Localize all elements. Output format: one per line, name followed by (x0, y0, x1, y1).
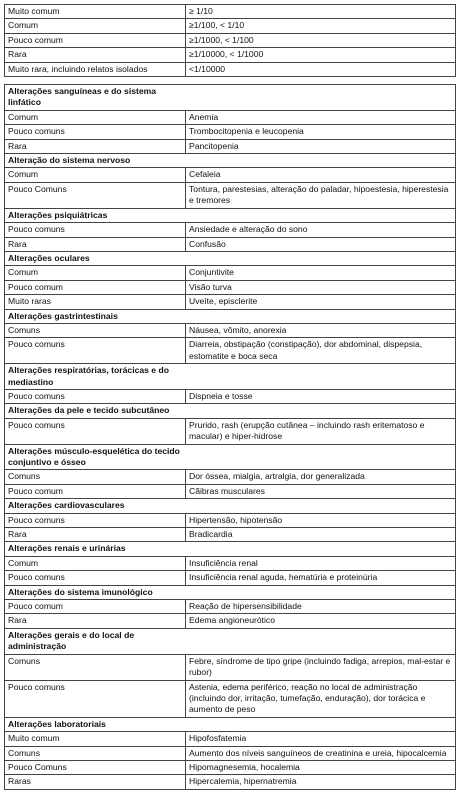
section-title: Alterações do sistema imunológico (5, 585, 186, 599)
frequency-cell: Comum (5, 110, 186, 124)
frequency-cell: Pouco comuns (5, 513, 186, 527)
reaction-cell: Bradicardia (186, 528, 456, 542)
reaction-cell: Insuficiência renal (186, 556, 456, 570)
section-title: Alteração do sistema nervoso (5, 154, 186, 168)
frequency-legend-body (5, 5, 456, 77)
table-row (5, 323, 456, 337)
table-row (5, 182, 456, 208)
frequency-range: ≥1/10000, < 1/1000 (186, 48, 456, 62)
reaction-cell: Prurido, rash (erupção cutânea – incluindo rash eritematoso e macular) e hiper-hidrose (186, 418, 456, 444)
table-row (5, 168, 456, 182)
table-row (5, 266, 456, 280)
table-row (5, 654, 456, 680)
frequency-cell: Raras (5, 775, 186, 789)
table-row (5, 513, 456, 527)
reaction-cell: Hipofosfatemia (186, 732, 456, 746)
section-empty-cell (186, 585, 456, 599)
frequency-label: Muito comum (5, 5, 186, 19)
section-header-row (5, 309, 456, 323)
table-row (5, 746, 456, 760)
section-header-row (5, 499, 456, 513)
section-header-row (5, 208, 456, 222)
frequency-cell: Comuns (5, 470, 186, 484)
section-empty-cell (186, 628, 456, 654)
table-row (5, 295, 456, 309)
section-header-row (5, 585, 456, 599)
reaction-cell: Uveíte, episclerite (186, 295, 456, 309)
reaction-cell: Reação de hipersensibilidade (186, 600, 456, 614)
frequency-cell: Comuns (5, 323, 186, 337)
frequency-cell: Pouco comuns (5, 223, 186, 237)
section-header-row (5, 628, 456, 654)
table-row (5, 556, 456, 570)
reaction-cell: Hipercalemia, hipernatremia (186, 775, 456, 789)
section-title: Alterações cardiovasculares (5, 499, 186, 513)
table-spacer (4, 77, 455, 84)
section-title: Alterações sanguíneas e do sistema linfático (5, 85, 186, 111)
frequency-cell: Comum (5, 556, 186, 570)
section-header-row (5, 542, 456, 556)
section-empty-cell (186, 154, 456, 168)
legend-row (5, 5, 456, 19)
frequency-cell: Rara (5, 139, 186, 153)
section-title: Alterações laboratoriais (5, 717, 186, 731)
frequency-cell: Pouco comum (5, 280, 186, 294)
table-row (5, 760, 456, 774)
section-header-row (5, 154, 456, 168)
frequency-range: ≥1/1000, < 1/100 (186, 33, 456, 47)
section-empty-cell (186, 309, 456, 323)
section-header-row (5, 444, 456, 470)
reaction-cell: Aumento dos níveis sanguíneos de creatinina e ureia, hipocalcemia (186, 746, 456, 760)
frequency-cell: Comuns (5, 746, 186, 760)
adverse-reactions-table (4, 84, 456, 790)
table-row (5, 775, 456, 789)
frequency-cell: Rara (5, 614, 186, 628)
table-row (5, 732, 456, 746)
section-empty-cell (186, 251, 456, 265)
reaction-cell: Pancitopenia (186, 139, 456, 153)
frequency-cell: Pouco Comuns (5, 760, 186, 774)
table-row (5, 125, 456, 139)
legend-row (5, 19, 456, 33)
section-empty-cell (186, 499, 456, 513)
reaction-cell: Hipertensão, hipotensão (186, 513, 456, 527)
frequency-cell: Pouco comuns (5, 418, 186, 444)
reaction-cell: Ansiedade e alteração do sono (186, 223, 456, 237)
frequency-cell: Rara (5, 237, 186, 251)
section-title: Alterações da pele e tecido subcutâneo (5, 404, 186, 418)
table-row (5, 680, 456, 717)
frequency-label: Muito rara, incluindo relatos isolados (5, 62, 186, 76)
reaction-cell: Edema angioneurótico (186, 614, 456, 628)
reaction-cell: Conjuntivite (186, 266, 456, 280)
section-title: Alterações gastrintestinais (5, 309, 186, 323)
section-title: Alterações oculares (5, 251, 186, 265)
section-title: Alterações respiratórias, torácicas e do mediastino (5, 364, 186, 390)
table-row (5, 614, 456, 628)
reaction-cell: Dispneia e tosse (186, 389, 456, 403)
frequency-range: <1/10000 (186, 62, 456, 76)
table-row (5, 571, 456, 585)
table-row (5, 280, 456, 294)
frequency-cell: Rara (5, 528, 186, 542)
frequency-cell: Pouco comuns (5, 389, 186, 403)
frequency-cell: Pouco Comuns (5, 182, 186, 208)
reaction-cell: Confusão (186, 237, 456, 251)
frequency-cell: Comuns (5, 654, 186, 680)
frequency-cell: Pouco comum (5, 484, 186, 498)
legend-row (5, 62, 456, 76)
section-header-row (5, 85, 456, 111)
section-header-row (5, 364, 456, 390)
section-empty-cell (186, 444, 456, 470)
table-row (5, 338, 456, 364)
reaction-cell: Dor óssea, mialgia, artralgia, dor generalizada (186, 470, 456, 484)
section-empty-cell (186, 404, 456, 418)
table-row (5, 223, 456, 237)
frequency-legend-table (4, 4, 456, 77)
reaction-cell: Astenia, edema periférico, reação no local de administração (incluindo dor, irritação, tumefação, enduração), dor torácica e aumento de peso (186, 680, 456, 717)
reaction-cell: Tontura, parestesias, alteração do paladar, hipoestesia, hiperestesia e tremores (186, 182, 456, 208)
section-header-row (5, 404, 456, 418)
frequency-cell: Muito comum (5, 732, 186, 746)
section-header-row (5, 251, 456, 265)
reaction-cell: Febre, síndrome de tipo gripe (incluindo fadiga, arrepios, mal-estar e rubor) (186, 654, 456, 680)
frequency-cell: Pouco comuns (5, 680, 186, 717)
frequency-cell: Muito raras (5, 295, 186, 309)
section-empty-cell (186, 717, 456, 731)
reaction-cell: Cefaleia (186, 168, 456, 182)
table-row (5, 389, 456, 403)
table-row (5, 418, 456, 444)
table-row (5, 528, 456, 542)
adverse-reactions-body (5, 85, 456, 790)
section-title: Alterações psiquiátricas (5, 208, 186, 222)
table-row (5, 110, 456, 124)
reaction-cell: Diarreia, obstipação (constipação), dor abdominal, dispepsia, estomatite e boca seca (186, 338, 456, 364)
section-empty-cell (186, 364, 456, 390)
frequency-label: Comum (5, 19, 186, 33)
section-header-row (5, 717, 456, 731)
section-empty-cell (186, 542, 456, 556)
frequency-label: Rara (5, 48, 186, 62)
section-title: Alterações gerais e do local de administração (5, 628, 186, 654)
section-title: Alterações músculo-esquelética do tecido conjuntivo e ósseo (5, 444, 186, 470)
table-row (5, 470, 456, 484)
frequency-cell: Pouco comum (5, 600, 186, 614)
reaction-cell: Hipomagnesemia, hocalemia (186, 760, 456, 774)
table-row (5, 484, 456, 498)
reaction-cell: Visão turva (186, 280, 456, 294)
table-row (5, 139, 456, 153)
table-row (5, 237, 456, 251)
frequency-range: ≥ 1/10 (186, 5, 456, 19)
section-empty-cell (186, 85, 456, 111)
frequency-cell: Pouco comuns (5, 125, 186, 139)
reaction-cell: Trombocitopenia e leucopenia (186, 125, 456, 139)
frequency-cell: Pouco comuns (5, 338, 186, 364)
legend-row (5, 48, 456, 62)
section-title: Alterações renais e urinárias (5, 542, 186, 556)
reaction-cell: Náusea, vômito, anorexia (186, 323, 456, 337)
reaction-cell: Anemia (186, 110, 456, 124)
frequency-cell: Pouco comuns (5, 571, 186, 585)
frequency-range: ≥1/100, < 1/10 (186, 19, 456, 33)
frequency-cell: Comum (5, 168, 186, 182)
frequency-cell: Comum (5, 266, 186, 280)
frequency-label: Pouco comum (5, 33, 186, 47)
reaction-cell: Cãibras musculares (186, 484, 456, 498)
reaction-cell: Insuficiência renal aguda, hematúria e proteinúria (186, 571, 456, 585)
legend-row (5, 33, 456, 47)
section-empty-cell (186, 208, 456, 222)
table-row (5, 600, 456, 614)
